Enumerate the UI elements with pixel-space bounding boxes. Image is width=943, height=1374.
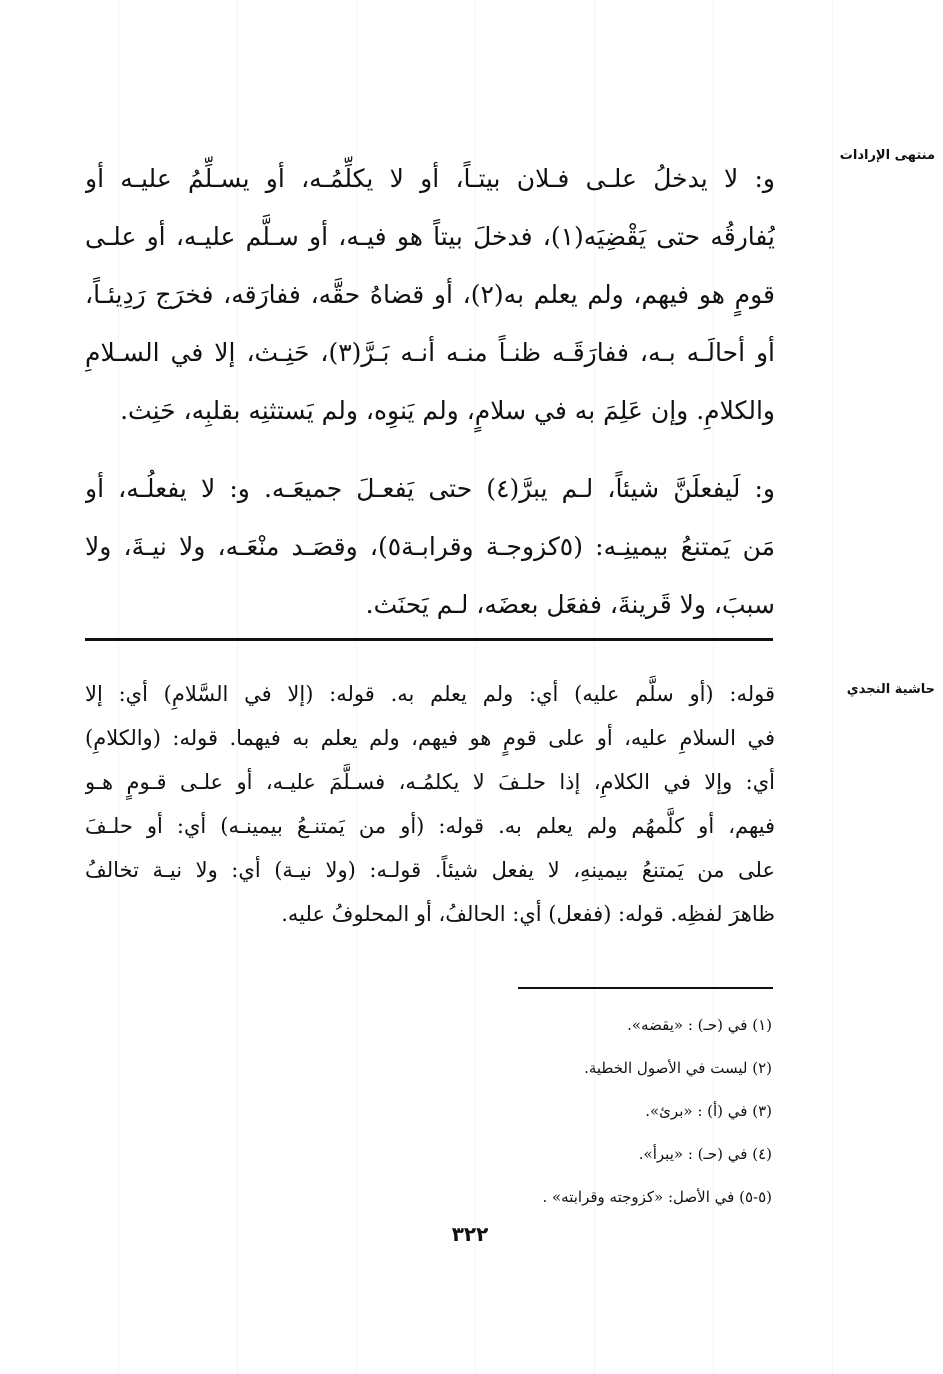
footnote-separator xyxy=(518,987,773,989)
hashiya-line: على من يَمتنعُ بيمينهِ، لا يفعل شيئاً. قولـه: (ولا نيـة) أي: ولا نيـة تخالفُ xyxy=(85,858,775,882)
hashiya-line: فيهم، أو كلَّمهُم ولم يعلم به. قوله: (أو من يَمتنـعُ بيمينـه) أي: أو حلـفَ xyxy=(85,814,775,838)
hashiya-line: في السلامِ عليه، أو على قومٍ هو فيهم، ولم يعلم به فيهما. قوله: (والكلامِ) xyxy=(85,726,775,750)
page-number: ٣٢٢ xyxy=(451,1222,489,1246)
footnote: (٥-٥) في الأصل: «كزوجته وقرابته» . xyxy=(542,1188,772,1206)
matn-line: مَن يَمتنعُ بيمينِـه: (٥كزوجـة وقرابـة٥)، وقصَـد منْعَـه، ولا نيـةَ، ولا xyxy=(85,532,775,561)
matn-paragraph-1 xyxy=(85,150,775,440)
matn-line: والكلامِ. وإن عَلِمَ به في سلامٍ، ولم يَنوِه، ولم يَستثنِه بقلبِه، حَنِث. xyxy=(120,396,775,425)
footnote: (٢) ليست في الأصول الخطية. xyxy=(584,1059,772,1077)
section-divider xyxy=(85,638,773,641)
hashiya-line: ظاهرَ لفظِه. قوله: (ففعل) أي: الحالفُ، أو المحلوفُ عليه. xyxy=(281,902,775,926)
hashiya-section-label: حاشية النجدي xyxy=(846,682,935,697)
matn-line: قومٍ هو فيهم، ولم يعلم به(٢)، أو قضاهُ حقَّه، ففارَقه، فخرَج رَدِيئـاً، xyxy=(85,280,775,309)
matn-line: سببَ، ولا قَرينةَ، ففعَل بعضَه، لـم يَحنَث. xyxy=(365,590,775,619)
hashiya-line: أي: وإلا في الكلامِ، إذا حلـفَ لا يكلمُـه، فسـلَّمَ عليـه، أو علـى قـومٍ هـو xyxy=(85,770,775,794)
footnote: (١) في (حـ) : «يقضه». xyxy=(627,1016,772,1034)
hashiya-line: قوله: (أو سلَّم عليه) أي: ولم يعلم به. قوله: (إلا في السَّلامِ) أي: إلا xyxy=(85,682,775,706)
matn-paragraph-2 xyxy=(85,460,775,634)
matn-section-label: منتهى الإرادات xyxy=(839,148,935,163)
hashiya-commentary xyxy=(85,672,775,936)
footnote: (٣) في (أ) : «برئ». xyxy=(645,1102,772,1120)
footnotes xyxy=(420,1004,772,1219)
matn-line: و: لا يدخلُ علـى فـلان بيتـاً، أو لا يكلِّمُـه، أو يسـلِّمُ عليـه أو xyxy=(85,164,775,193)
footnote: (٤) في (حـ) : «يبرأ». xyxy=(638,1145,772,1163)
matn-line: يُفارقُه حتى يَقْضِيَه(١)، فدخلَ بيتاً هو فيـه، أو سـلَّم عليـه، أو علـى xyxy=(85,222,775,251)
matn-line: و: لَيفعلَنَّ شيئاً، لـم يبرَّ(٤) حتى يَفعـلَ جميعَـه. و: لا يفعلُـه، أو xyxy=(85,474,775,503)
matn-line: أو أحالَـه بـه، ففارَقَـه ظنـاً منـه أنـه بَـرَّ(٣)، حَنِـث، إلا في السـلامِ xyxy=(85,338,775,367)
